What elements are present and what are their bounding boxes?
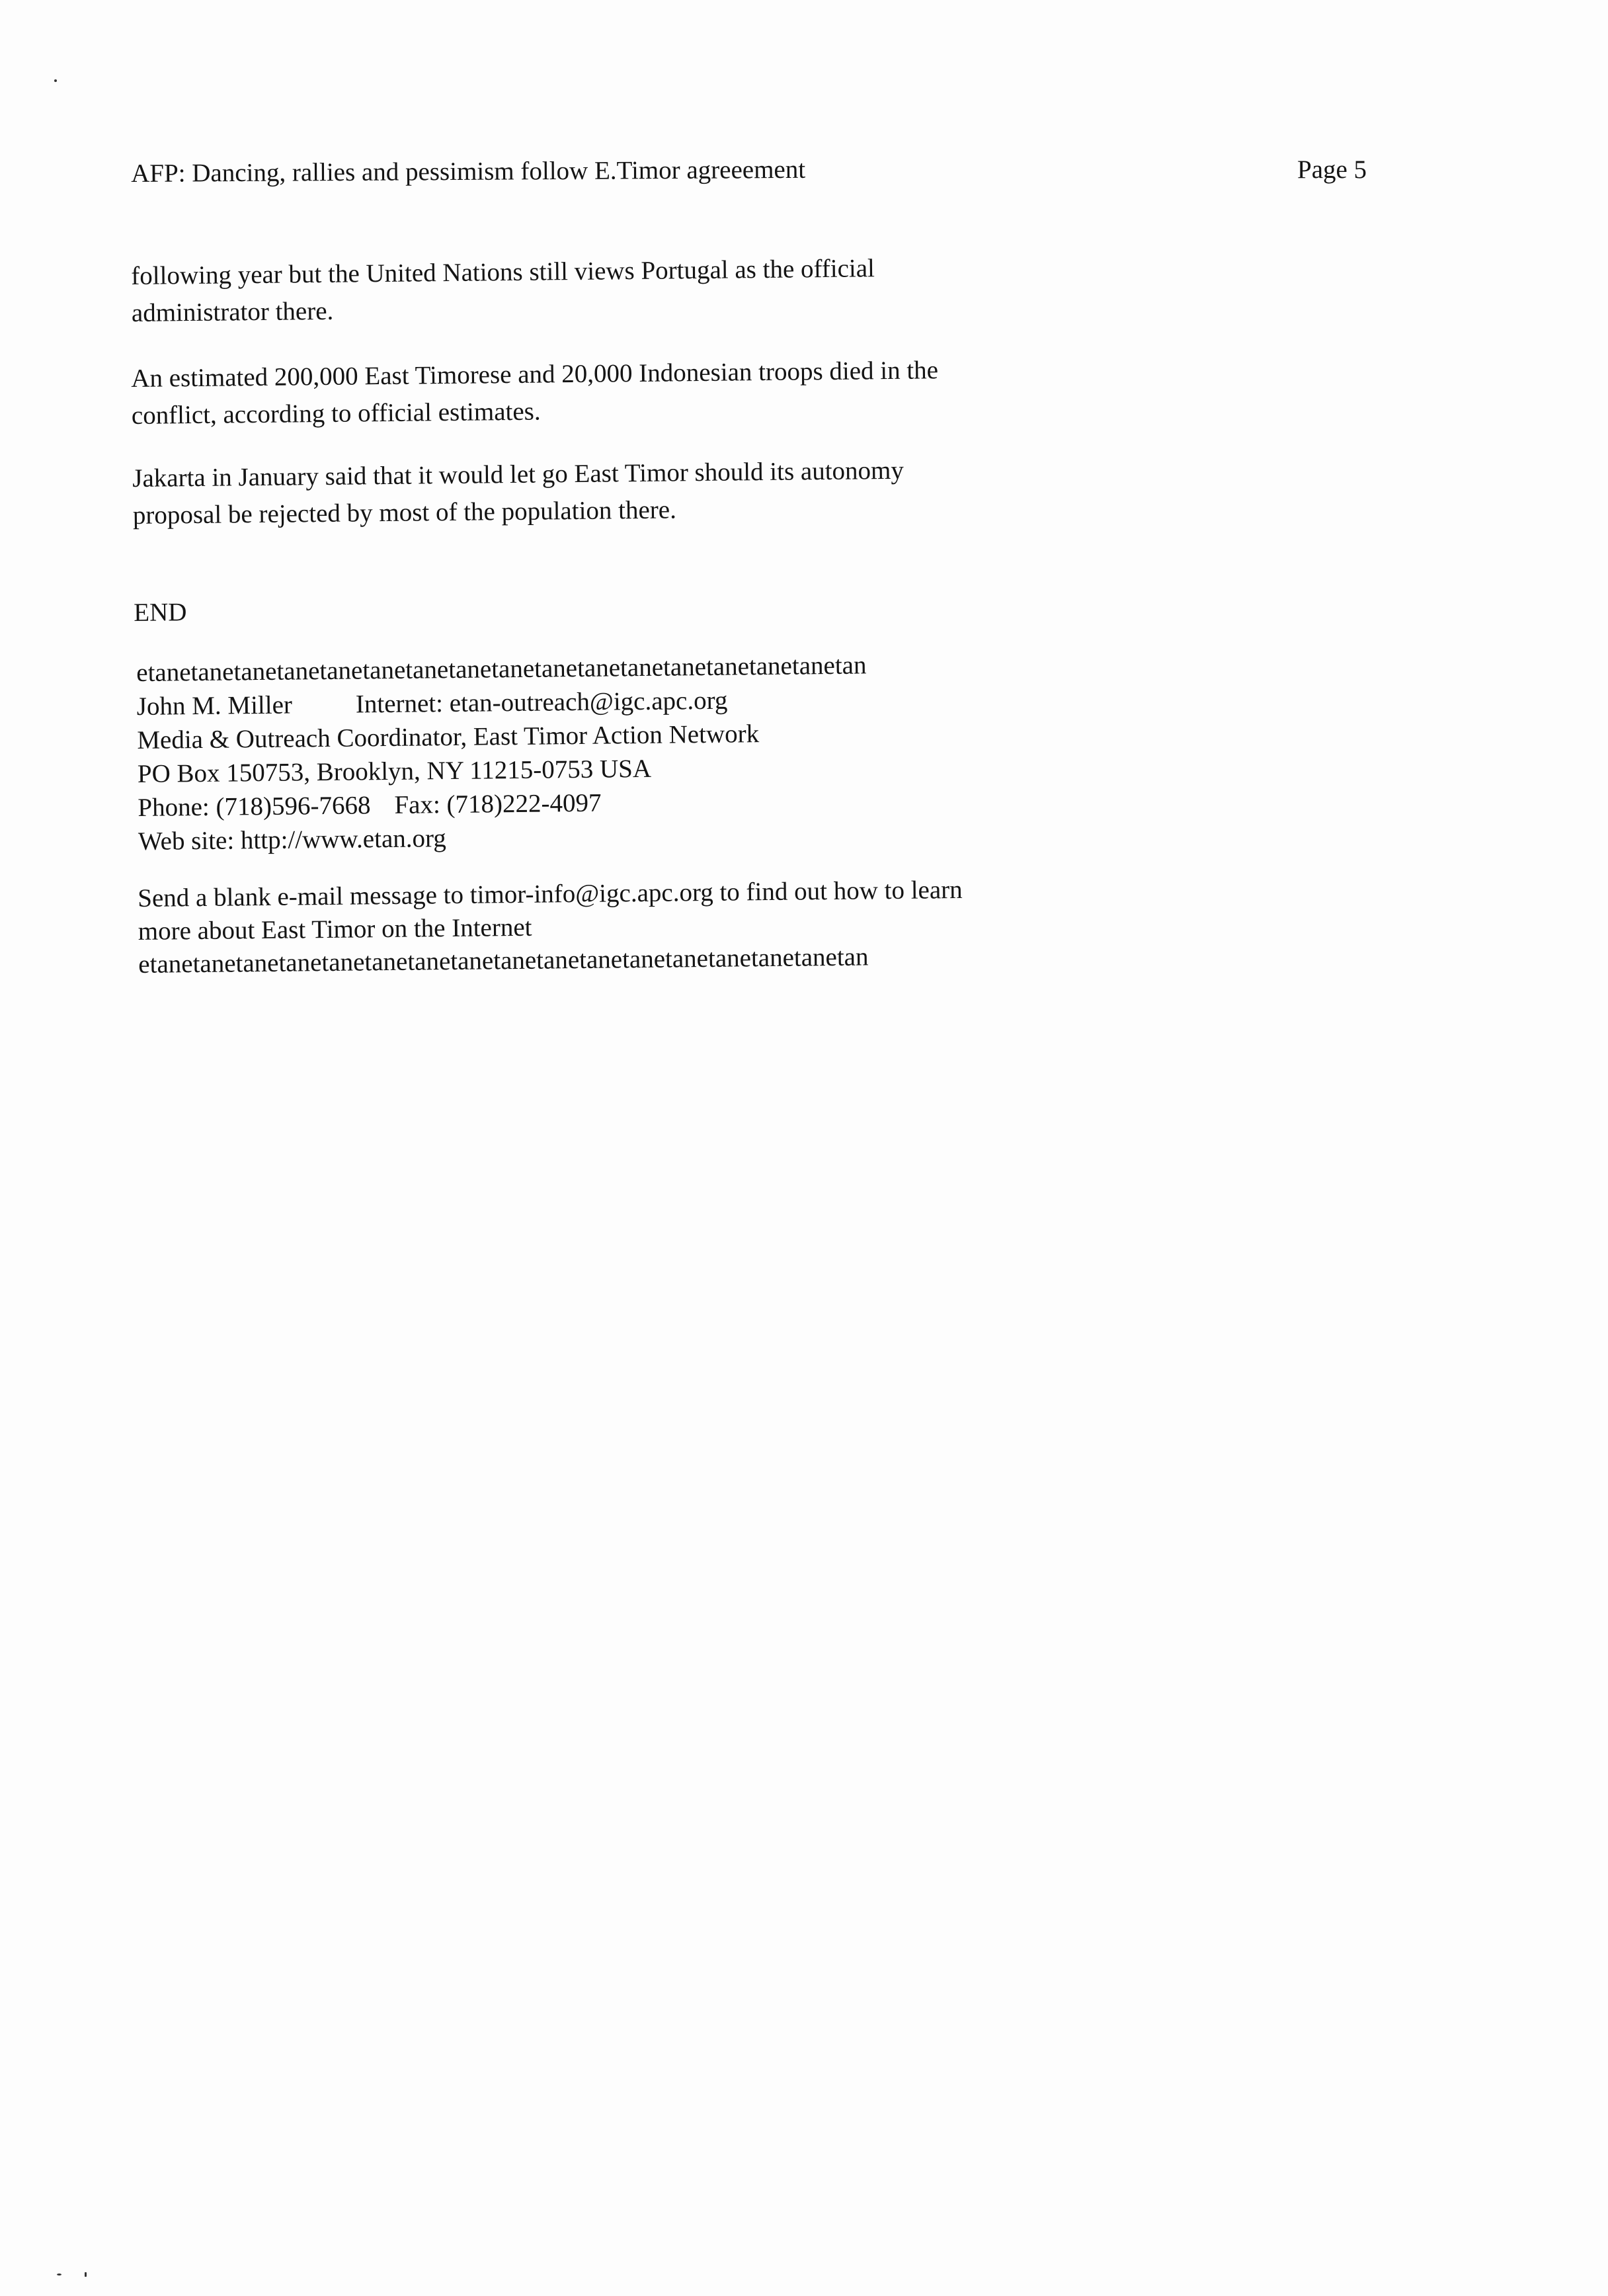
signature-role: Media & Outreach Coordinator, East Timor Action Network [137, 719, 760, 755]
document-title: AFP: Dancing, rallies and pessimism follow E.Timor agreeement [131, 155, 806, 188]
paragraph [131, 250, 875, 332]
signature-block [136, 648, 868, 858]
footer-line: more about East Timor on the Internet [138, 913, 532, 946]
paragraph-line: administrator there. [131, 296, 334, 327]
signature-name: John M. Miller [136, 690, 293, 721]
footer-line: Send a blank e-mail message to timor-info@igc.apc.org to find out how to learn [138, 875, 963, 913]
paragraph [132, 452, 904, 534]
paragraph-line: An estimated 200,000 East Timorese and 20,000 Indonesian troops died in the [131, 356, 939, 393]
signature-website: Web site: http://www.etan.org [138, 824, 447, 856]
footer-note [138, 874, 963, 981]
signature-phone: Phone: (718)596-7668 [138, 791, 371, 822]
scan-speck [85, 2272, 87, 2277]
paragraph-line: following year but the United Nations still views Portugal as the official [131, 254, 875, 290]
paragraph-line: Jakarta in January said that it would let go East Timor should its autonomy [132, 456, 904, 493]
paragraph-line: conflict, according to official estimates. [131, 397, 541, 430]
paragraph-line: proposal be rejected by most of the population there. [132, 495, 677, 530]
signature-address: PO Box 150753, Brooklyn, NY 11215-0753 USA [137, 754, 652, 788]
end-marker: END [134, 598, 187, 627]
scan-speck [54, 79, 57, 82]
paragraph [131, 352, 939, 434]
signature-fax: Fax: (718)222-4097 [394, 788, 602, 819]
footer-separator: etanetanetanetanetanetanetanetanetanetanetanetanetanetanetanetanetan [138, 942, 869, 979]
page-number: Page 5 [1297, 155, 1367, 184]
signature-separator: etanetanetanetanetanetanetanetanetanetanetanetanetanetanetanetanetan [136, 651, 867, 687]
signature-email: Internet: etan-outreach@igc.apc.org [355, 686, 728, 719]
scan-speck [57, 2274, 61, 2276]
